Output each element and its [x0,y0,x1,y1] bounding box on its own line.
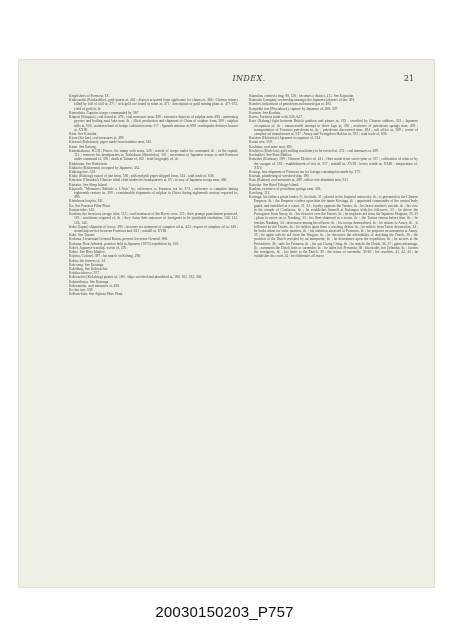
index-entry: Kokwanshu, coal measures at, 490. [69,283,120,288]
index-entry: Koto (Kantan) coal measures at, 489 ; tallow tree abundant near, 531. [249,178,349,183]
index-entry: Kosan tree, 558. [249,140,273,145]
index-entry: Koki. See Taxaen. [69,233,96,238]
index-entry: Kokshing. See Kokwachio. [69,266,109,271]
index-entry: Kombei, indications of petroleum and natural gas at, 493. [249,102,332,107]
index-entry: Kohio. See Ross Mallow. [69,250,106,255]
index-entry: Klaproth, "Memoires Relatifs a L'Asie" by, references to Formosa tea in, 373 ; reference to camphor during eighteenth century in, 399 ; considerable shipments of sulphur to China during eighteenth century reported in, 499. [69,186,238,200]
index-entry: Kiran. See Kalung. [69,144,97,149]
index-entry: Korea, Formosa trade with, 626, 627. [249,115,303,120]
page-header [19,74,434,86]
index-entry: Kohei, Japanese warship, wreck of, 370. [69,245,128,250]
index-entry: Ko. See Paeraria Fibre Plant. [69,203,111,208]
index-entry: Kiukioto (Kiukieuna) occupied by Japanese, 332. [69,165,141,170]
index-entry: Kobe (Japan) shipment of tea to, 399 ; factories for treatment of camphor oil at, 423 ; export of camphor oil to, 440 ; steamship service between Formosa and, 621 ; rainfall at, XVIII. [69,224,238,233]
index-entry: Koatan tribe, 145. [69,207,95,212]
index-entry: Kitashirakawa, H.I.H., Prince, his tramp with army, 326 ; arrival of troops under his command, ib. ; at the capital, 312 ; removes his headquarters to Toshokuan (Shinchiku), 331 ; movement of Japanese troops to mid-Formosa under command of, 359 ; death at Tainan of, 365 ; brief biography of, ib. [69,148,238,162]
index-column-left [69,94,238,297]
index-entry: Kiron (Ka-lun), coal measures at, 499. [69,136,125,141]
index-entry: Koxsuh, plundering of wrecked ship, 180. [249,174,310,179]
index-entry: Komatsu Company, ownership amongst the Japanese laborers of the, 491. [249,98,356,103]
index-entry: Kojima, Colonel, 397 ; his march on Kelung, 296. [69,254,142,259]
index-entry: Koshtcyo (Kinh-lan), gold milling machinery to be erected at, 472 ; coal measures at, 489. [249,148,379,153]
index-entry: Koshima, coal mine near, 485. [249,144,293,149]
index-entry: Kiuroton (Chiuakio), Chinese tribal chief makes his headquarters at, 65 ; victory of Japanese troops near, 360. [69,178,228,183]
index-entry: Kiukiaona. See Kinkiairin. [69,161,108,166]
index-entry: Kirai. See Kurasha. [69,131,98,136]
index-entry: Koopekhi fort (Pescadores), capture by Japanese of, 296, 307. [249,106,339,111]
index-entry: Kinooshita, Captain, troops commanded by, 367. [69,110,140,115]
index-entry: Kodama, Lieutenant-General Baron, present Governor-General, 696. [69,237,169,242]
index-entry: Kowlung, 112. [249,191,271,196]
index-entry: Ko-lan tree, 558. [69,288,94,293]
index-entry: Koto (Kalung) fight between British gunboat and pirates at, 183 ; searched by Chinese soldiers, 333 ; Japanese occupation of, ib. ; unsuccessful attempt to drive Japs at, 350 ; existence of petroleum springs near, 493 ; transportation of Formosa petroleum to, ib. ; petroleum discovered near, 494 ; salt office at, 509 ; centre of camphor oil manufacture at, 547 ; Amoy and Twongthou Hokloo in, 591 ; total trade of, 636. [249,119,418,136]
page-number: 21 [403,74,414,83]
index-column-right [249,94,418,259]
index-entry: Kiusatto. See Sleep Island. [69,182,108,187]
index-entry: Kollam-kiau. See Alpinia Fibre Plant. [69,292,124,297]
index-entry: Koalutu, the ferocious savage tribe, 115 ; cruel massacre of the Rover crew, 115 ; their prompt punishment promised, 119 ; conditions required of, ib. ; they claim their massacre of foreigners to be justifiable retaliation, 120, 141, 143, 144. [69,212,238,225]
index-entry: Kokwachio (Kokshing) pirates of, 180 ; ships wrecked and plundered at, 180, 181, 182, 336. [69,275,203,280]
index-entry: Koxinga, his father a pirate leader, 9 ; his birth, 31 ; placed in the Imperial university, ib. ; is presented to the Chinese Emperor, ib. ; the Emperor confers upon him the name Koxinga, ib. ; appointed commander of the central body guard, and ennobled as a count, 31, 32 ; loyalty opposes the Tartars, ib. ; his brave mother's suicide, ib. ; his vow in the temple of Confucius, ib. ; he establishes himself at Kulangsu with his followers, 33 ; he drives the Portuguese from Amoy, ib. ; his victories over the Tartars, ib. ; he implores aid from the Japanese Shoguns, 33, 35 ; plans to move on to Nanking, 33 ; his fleet shattered in a storm, ib. ; the Tartars retreat before him, ib. ; he reaches Nanking, 34 ; dissension among his officers, ib. ; his troops demoralised, ib. ; he returns to Amoy, ib. ; is followed by the Tartars, ib. ; he inflicts upon them a crushing defeat, ib. ; he suffers from Tartar devastation, 34 ; he looks about for safer quarters, ib. ; his attention attracted to Formosa, ib. ; he prepares an armament at Amoy, 35 ; he again solicits aid from the Shogun, ib. ; he discusses the advisability of attacking the Dutch, 36 ; the position of the Dutch revealed by an interpreter, ib. ; he determines upon the expedition, ib. ; he arrives at the Pescadores, 36 ; sails for Formosa, ib. ; his son Chang Ching, ib. ; he attacks the Dutch, 36, 37 ; gains advantage, ib. ; summons the Dutch forts to surrender, ib. ; he takes fort Provintia, 38 ; blockades fort Zelandia, ib. ; harries the foreigners, ib. ; his letter to the Dutch, 39 ; the terms of surrender, 39-40 ; his cruelties, 41, 42, 44 ; he establishes his court, 42 ; he obliterates all traces [249,195,418,259]
index-entry: Kotushei (Kinhsue), 599 ; Chinese District of, 241 ; fibre made from screw-pine at, 537 ; cultivation of tobacco by the savages of, 553 ; establishment of rice at, 557 ; rainfall in, XVIII ; heavy winds at, XXIII ; temperature of, XXV. [249,157,418,170]
index-entry: Kouhan, existence of petroleum springs near, 493. [249,186,322,191]
image-caption: 20030150203_P757 [155,604,294,621]
index-entry: Kokia, the fortress of, 34. [69,258,106,263]
running-title: INDEX. [232,74,266,83]
index-entry: Kinkwaseki (Kinkashike), gold quartz at, 463 ; deposit acquired from applicants for claims at, 466 ; Chinese miners killed by fall of cliff at, 471 ; rich gold ore found in mine at, 471 ; description of gold mining plant at, 471-472, yield of gold at, ib. [69,98,238,111]
index-entry: Kitosroi (Kulumsia); paper made from bamboo near, 545. [69,140,152,145]
index-entry: Koluku tobacco, 557. [69,271,100,276]
index-entry: Kok-seng. See Koxinga. [69,262,105,267]
index-entry: Kingfishers of Formosa, IX. [69,94,110,98]
book-page [18,59,435,588]
index-entry: Kotosho. See Botel Tobago Island. [249,182,299,187]
index-entry: Kumulan, created a ting, 98, 156 ; becomes a district, 211. See Kapsulan. [249,94,355,98]
index-entry: Kiuko (Kukong) export of jute from, 530 ; pith and pith paper shipped from, 543 ; total trade of, 636. [69,174,215,179]
index-entry: Koomin. See Koalutu. [249,110,282,115]
index-entry: Koroton (Holontow) Japanese occupation of, 334. [249,136,321,141]
index-entry: Koshukhei. See Rose Mallow. [249,153,293,158]
index-entry: Koxing, first shipment of Formosa tea for foreign consumption made by, 375. [249,169,361,174]
index-entry: Kinpori (Kinpairi), coal found at, 476 ; coal measures near, 499 ; extensive deposits of sulphur near, 496 ; interesting geysers and boiling mud lake near, ib. ; illicit production and shipment to China of sulphur from, 509 ; sulphur stills at, 504 ; northern limit of indigo cultivation near, 517 ; Spanish mission at, 608 ; earthquake destroys houses at, XXIII. [69,115,238,132]
index-entry: Kokmidouyu. See Komuga. [69,279,110,284]
index-entry: Kodama, Rear Admiral, position held in Japanese (1874) expedition by, 165. [69,241,180,246]
index-entry: Kiukong tree, 525. [69,169,96,174]
index-entry: Kleinhoria hospita, 541. [69,199,104,204]
